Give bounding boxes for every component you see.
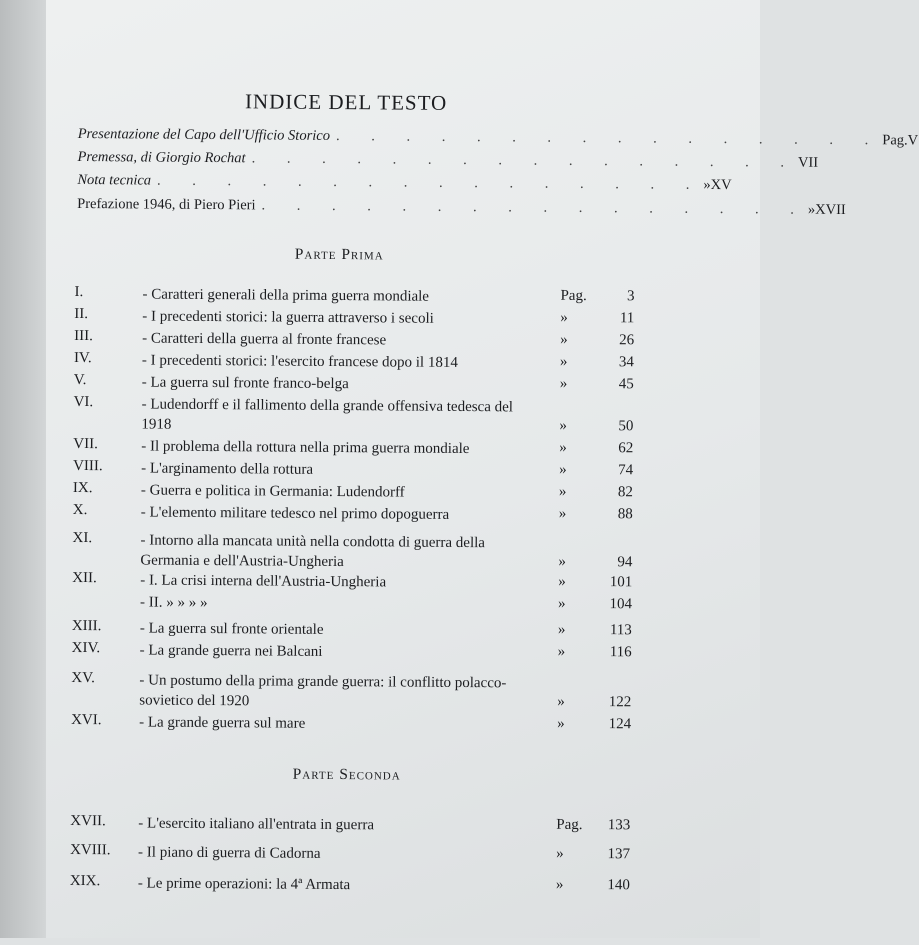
chapter-title: - Guerra e politica in Germania: Ludendorff (141, 480, 546, 503)
page-number: 133 (590, 817, 630, 834)
page-number: 122 (591, 694, 631, 711)
chapter-entry (73, 480, 633, 484)
page-number: 140 (590, 877, 630, 894)
chapter-number: VII. (73, 436, 98, 453)
dot-leader: . . . . . . . . . . . . . . . . (261, 197, 807, 218)
page-marker: » (559, 462, 567, 479)
page-marker: Pag. (560, 288, 586, 305)
entry-title: Nota tecnica (77, 172, 151, 190)
chapter-title: - L'esercito italiano all'entrata in guerra (138, 813, 543, 836)
chapter-entry (73, 458, 633, 462)
chapter-title: - Ludendorff e il fallimento della grande offensiva tedesca del 1918 (141, 394, 546, 437)
chapter-number: III. (74, 328, 93, 345)
page-number: 45 (594, 376, 634, 393)
toc-entry (77, 196, 597, 217)
page-marker: » (558, 554, 566, 571)
chapter-number: XI. (72, 530, 92, 547)
entry-title: Prefazione 1946, di Piero Pieri (77, 196, 256, 214)
page-number: 104 (592, 596, 632, 613)
chapter-entry (74, 394, 634, 398)
toc-entry (77, 172, 597, 193)
chapter-entry (74, 350, 634, 354)
chapter-entry (70, 873, 630, 877)
page-number: XV (711, 177, 732, 194)
chapter-number: VIII. (73, 458, 103, 475)
page-number: 116 (592, 644, 632, 661)
page-marker: » (559, 418, 567, 435)
page-number: 94 (592, 554, 632, 571)
chapter-number: VI. (74, 394, 94, 411)
page-number: 74 (593, 462, 633, 479)
page-number: 88 (593, 506, 633, 523)
chapter-entry (72, 592, 632, 596)
page-marker: Pag. (556, 817, 582, 834)
chapter-number: XIII. (72, 618, 102, 635)
page-marker: » (808, 202, 815, 219)
chapter-title: - Intorno alla mancata unità nella condotta di guerra della Germania e dell'Austria-Ungheria (140, 530, 545, 573)
chapter-entry (71, 712, 631, 716)
page-marker: Pag. (882, 132, 908, 149)
page-marker: » (559, 484, 567, 501)
toc-entry (77, 149, 597, 170)
chapter-entry (73, 436, 633, 440)
chapter-entry (75, 284, 635, 288)
chapter-entry (72, 640, 632, 644)
dot-leader: . . . . . . . . . . . . . . . . (157, 173, 703, 194)
chapter-title: - La guerra sul fronte orientale (140, 618, 545, 641)
chapter-entry (73, 502, 633, 506)
chapter-title: - La guerra sul fronte franco-belga (142, 372, 547, 395)
page-marker: » (558, 644, 566, 661)
page-marker: » (556, 846, 564, 863)
page-number: 137 (590, 846, 630, 863)
chapter-title: - La grande guerra nei Balcani (140, 640, 545, 663)
toc-entry (78, 126, 598, 147)
chapter-entry (70, 813, 630, 817)
page-number: 3 (594, 288, 634, 305)
page-marker: » (560, 332, 568, 349)
page-marker: » (559, 440, 567, 457)
page-marker: » (559, 506, 567, 523)
chapter-number: II. (74, 306, 88, 323)
page-marker: » (560, 354, 568, 371)
chapter-entry (74, 372, 634, 376)
chapter-entry (74, 328, 634, 332)
chapter-number: XVIII. (70, 842, 111, 859)
chapter-title: - Il problema della rottura nella prima guerra mondiale (141, 436, 546, 459)
chapter-number: I. (74, 284, 83, 301)
page-marker: » (558, 622, 566, 639)
part-two-heading: Parte Seconda (293, 766, 401, 785)
page-marker: » (556, 877, 564, 894)
page-marker: » (560, 376, 568, 393)
page-number: 82 (593, 484, 633, 501)
chapter-title: - La grande guerra sul mare (139, 712, 544, 735)
chapter-title: - I precedenti storici: la guerra attraverso i secoli (142, 306, 547, 329)
dot-leader: . . . . . . . . . . . . . . . . (336, 128, 882, 149)
page-marker: » (703, 177, 710, 194)
chapter-entry (72, 670, 632, 674)
chapter-number: XVII. (70, 813, 106, 830)
entry-title: Premessa, di Giorgio Rochat (77, 149, 245, 167)
part-one-heading: Parte Prima (295, 246, 384, 265)
chapter-number: X. (73, 502, 88, 519)
page-number: 124 (591, 716, 631, 733)
chapter-number: IV. (74, 350, 92, 367)
page-number: 26 (594, 332, 634, 349)
chapter-number: XIX. (70, 873, 101, 890)
chapter-title: - Caratteri generali della prima guerra mondiale (142, 284, 547, 307)
page-number: 11 (594, 310, 634, 327)
page-number: V (908, 133, 919, 150)
chapter-title: - I precedenti storici: l'esercito francese dopo il 1814 (142, 350, 547, 373)
page-number: VII (798, 155, 818, 172)
page-number: 101 (592, 574, 632, 591)
page-number: 34 (594, 354, 634, 371)
chapter-title: - I. La crisi interna dell'Austria-Ungheria (140, 570, 545, 593)
chapter-number: XII. (72, 570, 97, 587)
chapter-title: - Le prime operazioni: la 4ª Armata (138, 873, 543, 896)
page-number: 113 (592, 622, 632, 639)
page-title: INDICE DEL TESTO (245, 89, 447, 116)
dot-leader: . . . . . . . . . . . . . . . . (252, 150, 798, 171)
chapter-entry (73, 530, 633, 534)
chapter-title: - Caratteri della guerra al fronte francese (142, 328, 547, 351)
entry-title: Presentazione del Capo dell'Ufficio Storico (78, 126, 330, 145)
chapter-number: XVI. (71, 712, 102, 729)
chapter-entry (72, 618, 632, 622)
page-number: XVII (815, 202, 846, 219)
page-marker: » (557, 716, 565, 733)
page-number: 50 (593, 418, 633, 435)
page-marker: » (557, 694, 565, 711)
page-marker: » (558, 596, 566, 613)
chapter-title: - Un postumo della prima grande guerra: il conflitto polacco-sovietico del 1920 (139, 670, 544, 713)
page-marker: » (558, 574, 566, 591)
chapter-title: - L'elemento militare tedesco nel primo dopoguerra (141, 502, 546, 525)
page-number: 62 (593, 440, 633, 457)
chapter-number: XV. (71, 670, 95, 687)
chapter-entry (70, 842, 630, 846)
chapter-title: - II. » » » » (140, 592, 545, 615)
chapter-entry (74, 306, 634, 310)
chapter-number: XIV. (72, 640, 101, 657)
chapter-title: - Il piano di guerra di Cadorna (138, 842, 543, 865)
chapter-title: - L'arginamento della rottura (141, 458, 546, 481)
page-marker: » (560, 310, 568, 327)
chapter-number: IX. (73, 480, 93, 497)
chapter-number: V. (74, 372, 87, 389)
